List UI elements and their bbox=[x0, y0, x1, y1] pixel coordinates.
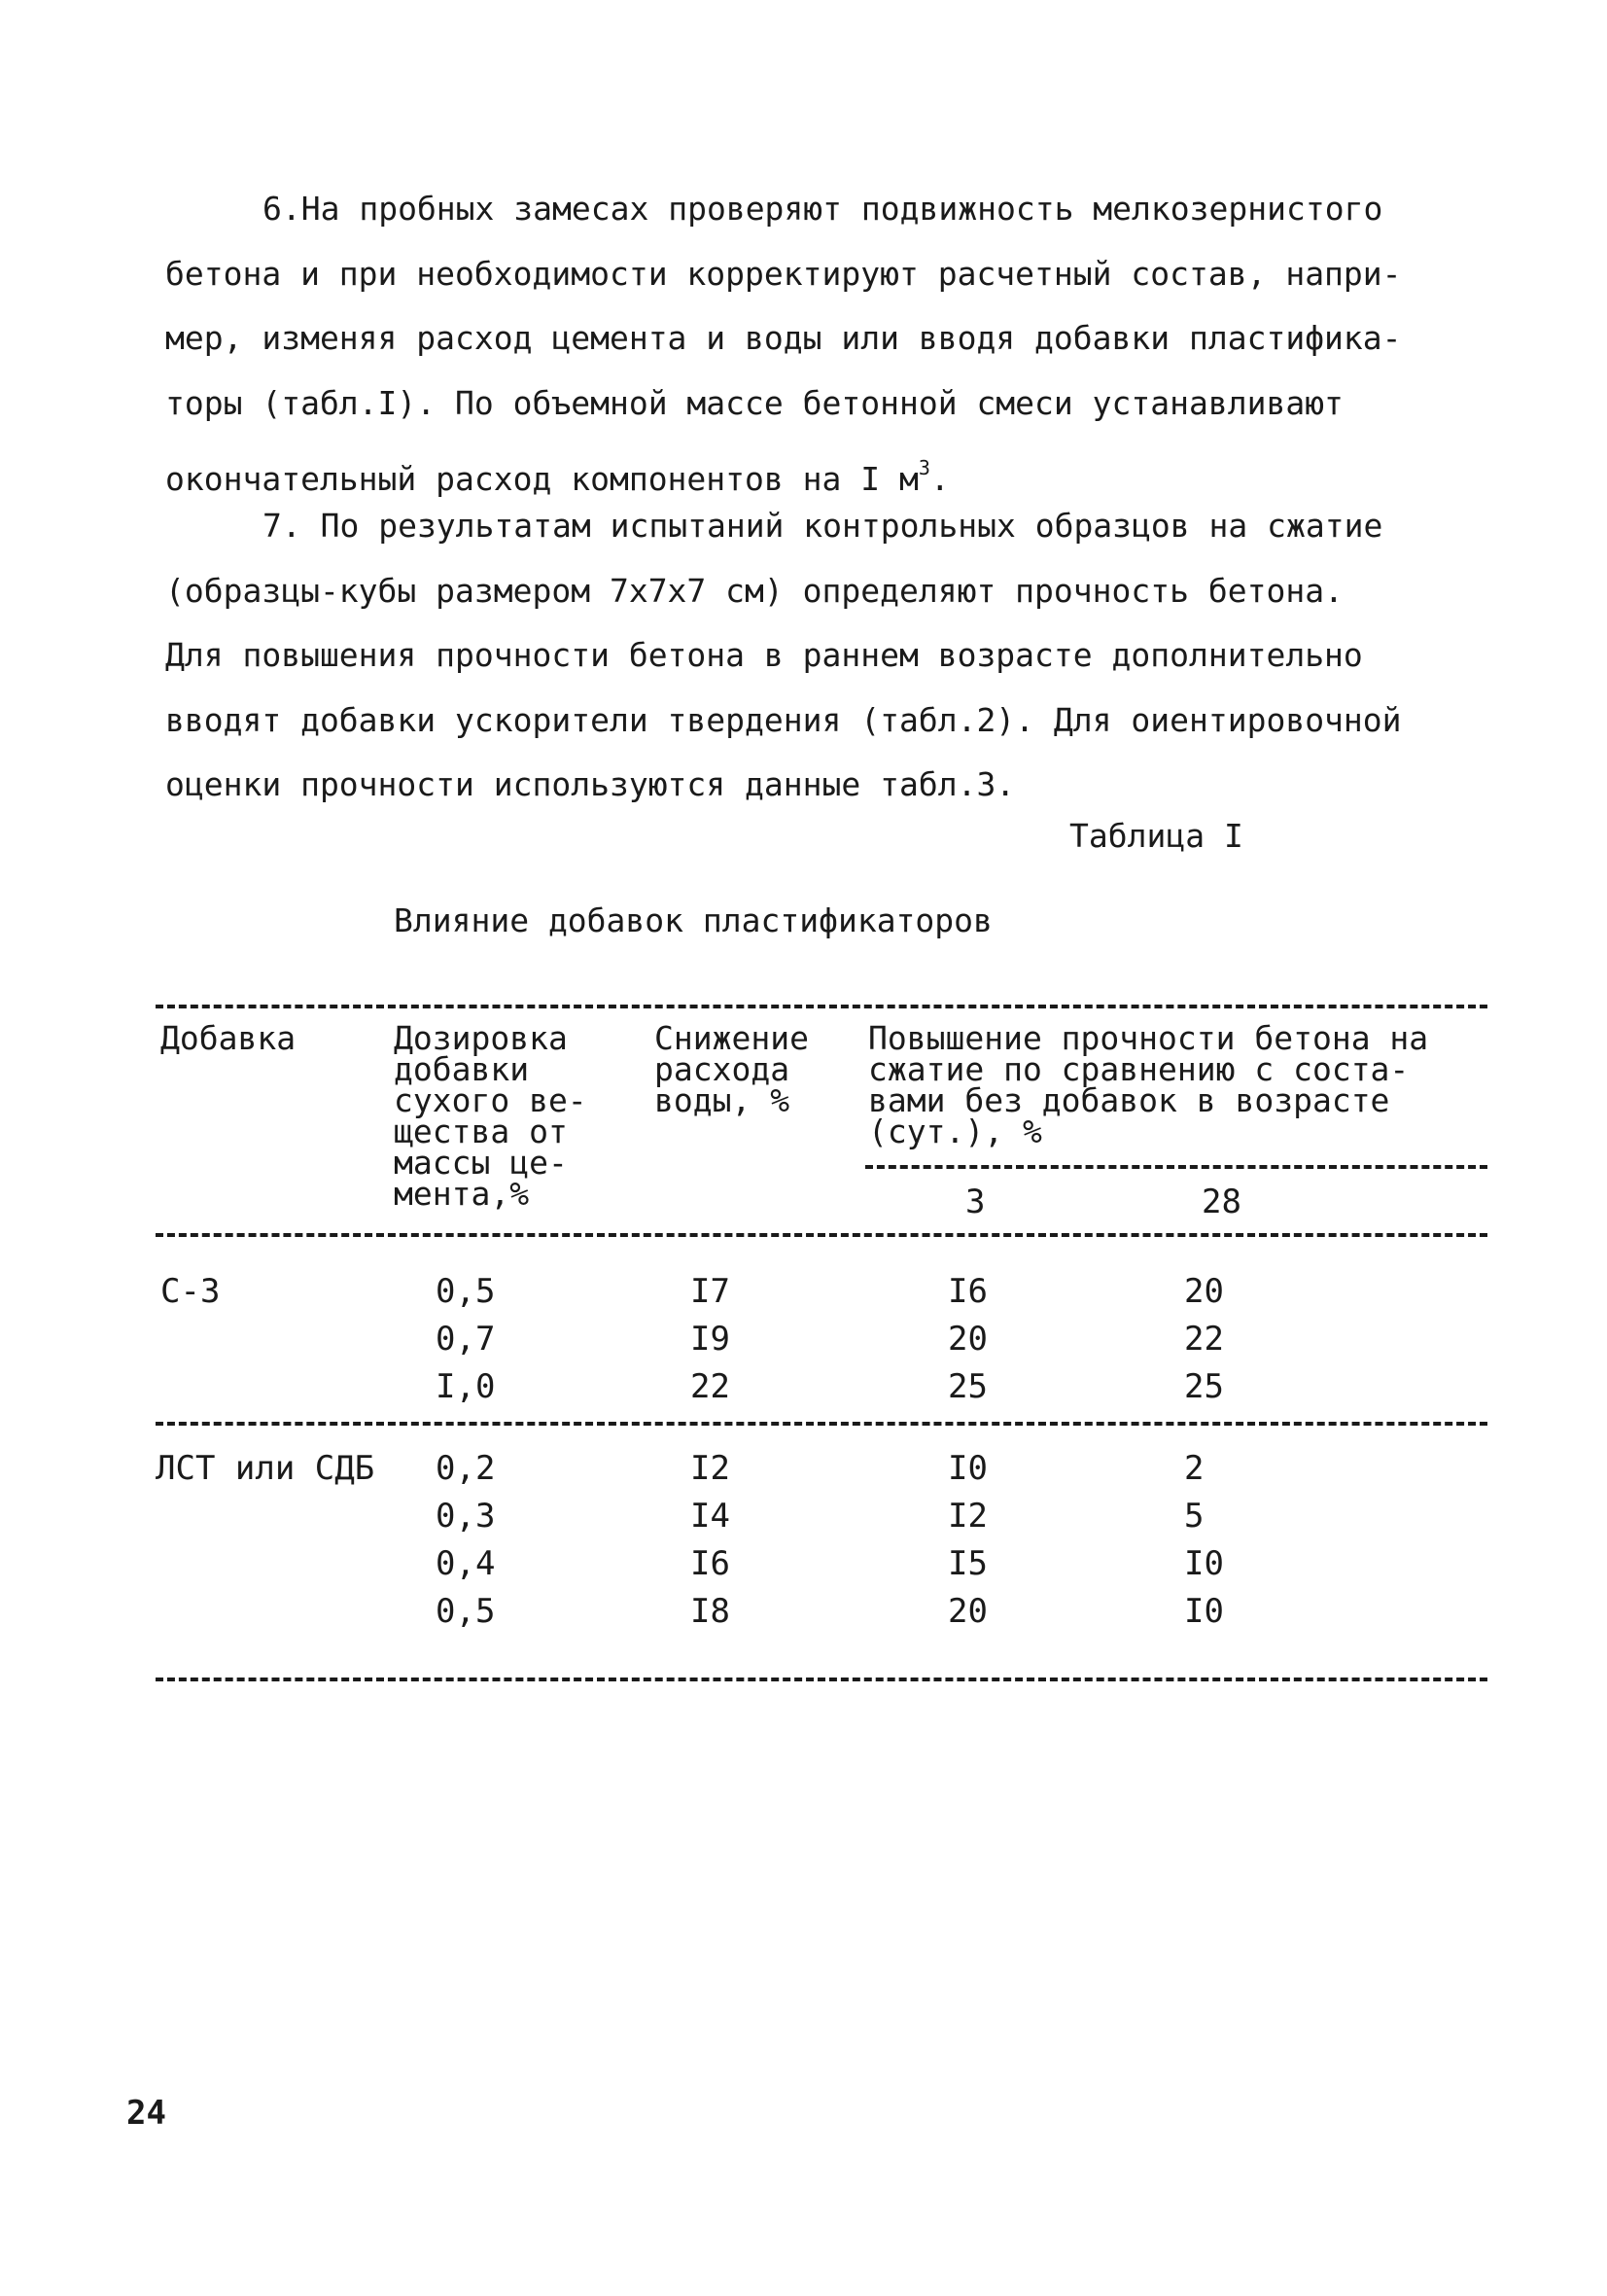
table-top-rule bbox=[156, 1005, 1487, 1008]
paragraph-7-line: оценки прочности используются данные табл.3. bbox=[165, 765, 1016, 803]
header-dosage-line: щества от bbox=[394, 1113, 568, 1150]
cell-day3: 20 bbox=[948, 1320, 988, 1359]
header-strength-increase bbox=[868, 1019, 1429, 1150]
header-strength-line: Повышение прочности бетона на bbox=[868, 1019, 1429, 1057]
cell-day3: 20 bbox=[948, 1592, 988, 1631]
superscript-3: 3 bbox=[918, 456, 930, 479]
cell-water: I7 bbox=[690, 1272, 730, 1311]
cell-day28: I0 bbox=[1184, 1544, 1224, 1583]
cell-day28: 2 bbox=[1184, 1449, 1205, 1488]
cell-water: 22 bbox=[690, 1367, 730, 1406]
cell-water: I2 bbox=[690, 1449, 730, 1488]
cell-water: I4 bbox=[690, 1497, 730, 1536]
paragraph-6-line: 6.На пробных замесах проверяют подвижность мелкозернистого bbox=[262, 190, 1383, 228]
cell-day3: 25 bbox=[948, 1367, 988, 1406]
age-header-rule bbox=[865, 1165, 1487, 1169]
paragraph-6-line: торы (табл.I). По объемной массе бетонной смеси устанавливают bbox=[165, 383, 1344, 422]
paragraph-7 bbox=[165, 494, 1439, 818]
header-dosage bbox=[394, 1019, 587, 1213]
paragraph-6 bbox=[165, 177, 1439, 512]
header-strength-line: вами без добавок в возрасте bbox=[868, 1081, 1390, 1119]
paragraph-6-line: бетона и при необходимости корректируют расчетный состав, напри- bbox=[165, 254, 1402, 293]
table-title: Влияние добавок пластификаторов bbox=[394, 901, 993, 939]
cell-day28: 5 bbox=[1184, 1497, 1205, 1536]
cell-dosage: 0,7 bbox=[436, 1320, 496, 1359]
header-dosage-line: мента,% bbox=[394, 1175, 530, 1213]
table-bottom-rule bbox=[156, 1678, 1487, 1681]
cell-water: I9 bbox=[690, 1320, 730, 1359]
header-strength-line: сжатие по сравнению с соста- bbox=[868, 1050, 1410, 1088]
paragraph-7-line: вводят добавки ускорители твердения (табл.2). Для оиентировочной bbox=[165, 700, 1402, 739]
header-age-3: 3 bbox=[965, 1183, 986, 1221]
cell-day3: I5 bbox=[948, 1544, 988, 1583]
header-dosage-line: массы це- bbox=[394, 1144, 568, 1182]
group-additive: ЛСТ или СДБ bbox=[156, 1449, 375, 1488]
header-dosage-line: Дозировка bbox=[394, 1019, 568, 1057]
cell-dosage: 0,3 bbox=[436, 1497, 496, 1536]
cell-day28: 22 bbox=[1184, 1320, 1224, 1359]
header-bottom-rule bbox=[156, 1233, 1487, 1237]
cell-day3: I2 bbox=[948, 1497, 988, 1536]
header-water-reduction bbox=[654, 1019, 809, 1119]
paragraph-7-line: (образцы-кубы размером 7x7x7 см) определяют прочность бетона. bbox=[165, 571, 1344, 610]
table-label: Таблица I bbox=[1069, 817, 1243, 855]
header-water-line: Снижение bbox=[654, 1019, 809, 1057]
header-additive: Добавка bbox=[160, 1019, 297, 1057]
page-number: 24 bbox=[126, 2094, 166, 2133]
cell-water: I6 bbox=[690, 1544, 730, 1583]
paragraph-6-line: мер, изменяя расход цемента и воды или вводя добавки пластифика- bbox=[165, 319, 1402, 357]
cell-day28: 25 bbox=[1184, 1367, 1224, 1406]
header-age-28: 28 bbox=[1202, 1183, 1241, 1221]
paragraph-7-line: 7. По результатам испытаний контрольных образцов на сжатие bbox=[262, 507, 1383, 545]
group-additive: С-3 bbox=[160, 1272, 221, 1311]
paragraph-7-line: Для повышения прочности бетона в раннем возрасте дополнительно bbox=[165, 636, 1363, 674]
header-water-line: воды, % bbox=[654, 1081, 790, 1119]
cell-dosage: 0,5 bbox=[436, 1592, 496, 1631]
header-water-line: расхода bbox=[654, 1050, 790, 1088]
cell-day28: I0 bbox=[1184, 1592, 1224, 1631]
header-dosage-line: добавки bbox=[394, 1050, 530, 1088]
paragraph-6-line: окончательный расход компонентов на I м bbox=[165, 460, 919, 498]
line-end-period: . bbox=[929, 460, 950, 498]
cell-day28: 20 bbox=[1184, 1272, 1224, 1311]
cell-dosage: 0,5 bbox=[436, 1272, 496, 1311]
cell-dosage: 0,4 bbox=[436, 1544, 496, 1583]
header-dosage-line: сухого ве- bbox=[394, 1081, 587, 1119]
cell-dosage: 0,2 bbox=[436, 1449, 496, 1488]
header-strength-line: (сут.), % bbox=[868, 1113, 1042, 1150]
cell-dosage: I,0 bbox=[436, 1367, 496, 1406]
cell-water: I8 bbox=[690, 1592, 730, 1631]
cell-day3: I0 bbox=[948, 1449, 988, 1488]
group-divider-rule bbox=[156, 1422, 1487, 1426]
cell-day3: I6 bbox=[948, 1272, 988, 1311]
